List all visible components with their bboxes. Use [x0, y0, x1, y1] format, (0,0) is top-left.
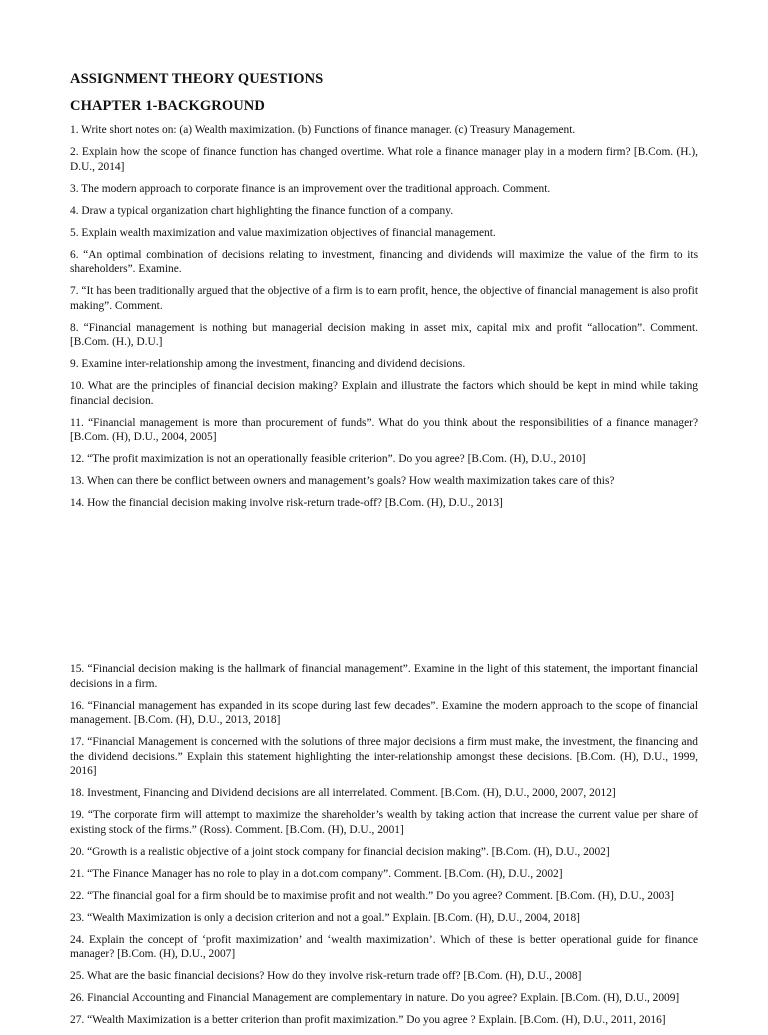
- question-item: 17. “Financial Management is concerned with the solutions of three major decisions a firm must make, the investment, the financing and the dividend decisions.” Explain this statement highlighting the inter-relationship amongst these decisions. [B.Com. (H), D.U., 1999, 2016]: [70, 736, 698, 777]
- question-item: 5. Explain wealth maximization and value maximization objectives of financial management.: [70, 226, 496, 239]
- section-part2: [70, 662, 698, 1035]
- question-item: 20. “Growth is a realistic objective of a joint stock company for financial decision making”. [B.Com. (H), D.U., 2002]: [70, 845, 610, 858]
- question-item: 14. How the financial decision making involve risk-return trade-off? [B.Com. (H), D.U., 2013]: [70, 497, 503, 509]
- question-item: 15. “Financial decision making is the hallmark of financial management”. Examine in the light of this statement, the important financial decisions in a firm.: [70, 663, 698, 690]
- question-list-part2: [70, 662, 698, 1028]
- question-item: 3. The modern approach to corporate finance is an improvement over the traditional approach. Comment.: [70, 182, 551, 195]
- assignment-title: ASSIGNMENT THEORY QUESTIONS: [70, 71, 324, 87]
- question-item: 19. “The corporate firm will attempt to maximize the shareholder’s wealth by taking action that increase the current value per share of existing stock of the firms.” (Ross). Comment. [B.Com. (H), D.U., 2001]: [70, 809, 698, 836]
- question-item: 23. “Wealth Maximization is only a decision criterion and not a goal.” Explain. [B.Com. (H), D.U., 2004, 2018]: [70, 911, 580, 924]
- question-item: 1. Write short notes on: (a) Wealth maximization. (b) Functions of finance manager. (c) Treasury Management.: [70, 124, 576, 136]
- question-item: 22. “The financial goal for a firm should be to maximise profit and not wealth.” Do you agree? Comment. [B.Com. (H), D.U., 2003]: [70, 889, 674, 902]
- question-item: 21. “The Finance Manager has no role to play in a dot.com company”. Comment. [B.Com. (H), D.U., 2002]: [70, 867, 563, 880]
- question-item: 24. Explain the concept of ‘profit maximization’ and ‘wealth maximization’. Which of these is better operational guide for finance manager? [B.Com. (H), D.U., 2007]: [70, 933, 698, 960]
- question-item: 25. What are the basic financial decisions? How do they involve risk-return trade off? [B.Com. (H), D.U., 2008]: [70, 970, 582, 982]
- chapter-title: CHAPTER 1-BACKGROUND: [70, 98, 265, 114]
- question-item: 11. “Financial management is more than procurement of funds”. What do you think about the responsibilities of a finance manager? [B.Com. (H), D.U., 2004, 2005]: [70, 416, 698, 443]
- section-part1: [70, 70, 698, 518]
- question-item: 26. Financial Accounting and Financial Management are complementary in nature. Do you agree? Explain. [B.Com. (H), D.U., 2009]: [70, 992, 680, 1004]
- question-item: 10. What are the principles of financial decision making? Explain and illustrate the factors which should be kept in mind while taking financial decision.: [70, 380, 698, 407]
- question-item: 13. When can there be conflict between owners and management’s goals? How wealth maximization takes care of this?: [70, 475, 615, 487]
- question-list-part1: [70, 123, 698, 511]
- question-item: 7. “It has been traditionally argued that the objective of a firm is to earn profit, hence, the objective of financial management is also profit making”. Comment.: [70, 285, 698, 312]
- question-item: 6. “An optimal combination of decisions relating to investment, financing and dividends will maximize the value of the firm to its shareholders”. Examine.: [70, 248, 698, 275]
- question-item: 18. Investment, Financing and Dividend decisions are all interrelated. Comment. [B.Com. (H), D.U., 2000, 2007, 2012]: [70, 787, 616, 799]
- question-item: 2. Explain how the scope of finance function has changed overtime. What role a finance manager play in a modern firm? [B.Com. (H.), D.U., 2014]: [70, 146, 698, 173]
- question-item: 4. Draw a typical organization chart highlighting the finance function of a company.: [70, 204, 454, 217]
- question-item: 27. “Wealth Maximization is a better criterion than profit maximization.” Do you agree ? Explain. [B.Com. (H), D.U., 2011, 2016]: [70, 1014, 666, 1026]
- question-item: 9. Examine inter-relationship among the investment, financing and dividend decisions.: [70, 358, 466, 370]
- question-item: 12. “The profit maximization is not an operationally feasible criterion”. Do you agree? [B.Com. (H), D.U., 2010]: [70, 453, 586, 465]
- question-item: 8. “Financial management is nothing but managerial decision making in asset mix, capital mix and profit “allocation”. Comment. [B.Com. (H.), D.U.]: [70, 321, 698, 348]
- question-item: 16. “Financial management has expanded in its scope during last few decades”. Examine the modern approach to the scope of financial management. [B.Com. (H), D.U., 2013, 2018]: [70, 699, 698, 726]
